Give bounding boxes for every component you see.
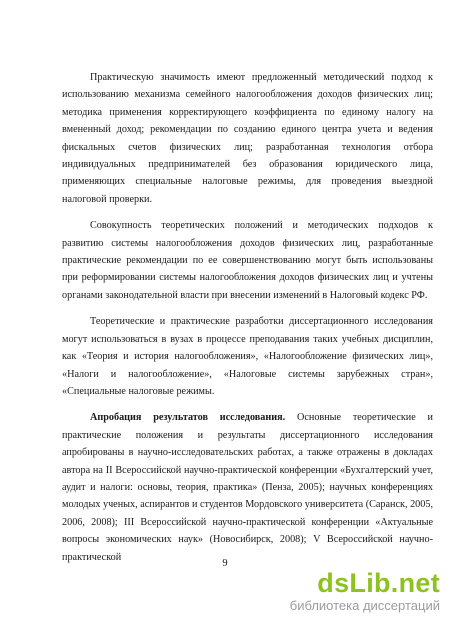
paragraph-theoretical-provisions: Совокупность теоретических положений и методических подходов к развитию системы налогообложения доходов физических лиц, разработанные практические рекомендации по ее совершенствованию могут быть использованы при реформировании системы налогообложения доходов физических лиц и учтены органами законодательной власти при внесении изменений в Налоговый кодекс РФ. (62, 220, 433, 301)
approbation-text: Основные теоретические и практические положения и результаты диссертационного исследования апробированы в научно-исследовательских работах, а также отражены в докладах автора на II Всероссийской научно-практической конференции «Бухгалтерский учет, аудит и налоги: основы, теория, практика» (Пенза, 2005); научных конференциях молодых ученых, аспирантов и студентов Мордовского университета (Саранск, 2005, 2006, 2008); III Всероссийской научно-практической конференции «Актуальные вопросы экономических наук» (Новосибирск, 2008); V Всероссийской научно-практической (62, 412, 434, 563)
page-number: 9 (222, 558, 228, 569)
paragraph-teaching-use: Теоретические и практические разработки диссертационного исследования могут использоваться в вузах в процессе преподавания таких учебных дисциплин, как «Теория и история налогообложения», «Налогообложение физических лиц», «Налоги и налогообложение», «Налоговые системы зарубежных стран», «Специальные налоговые режимы. (62, 316, 433, 397)
watermark-logo: dsLib.net (317, 568, 440, 598)
paragraph-practical-significance: Практическую значимость имеют предложенный методический подход к использованию механизма семейного налогообложения доходов физических лиц; методика применения корректирующего коэффициента по единому налогу на вмененный доход; рекомендации по созданию единого центра учета и ведения фискальных счетов физических лиц; разработанная технология отбора индивидуальных предпринимателей без образования юридического лица, применяющих специальные налоговые режимы, для проведения выездной налоговой проверки. (62, 72, 433, 205)
watermark-subtitle: библиотека диссертаций (289, 598, 440, 613)
body-text (62, 69, 433, 566)
paragraph-approbation (62, 409, 433, 566)
watermark (250, 568, 440, 614)
approbation-heading: Апробация результатов исследования. (90, 412, 286, 424)
